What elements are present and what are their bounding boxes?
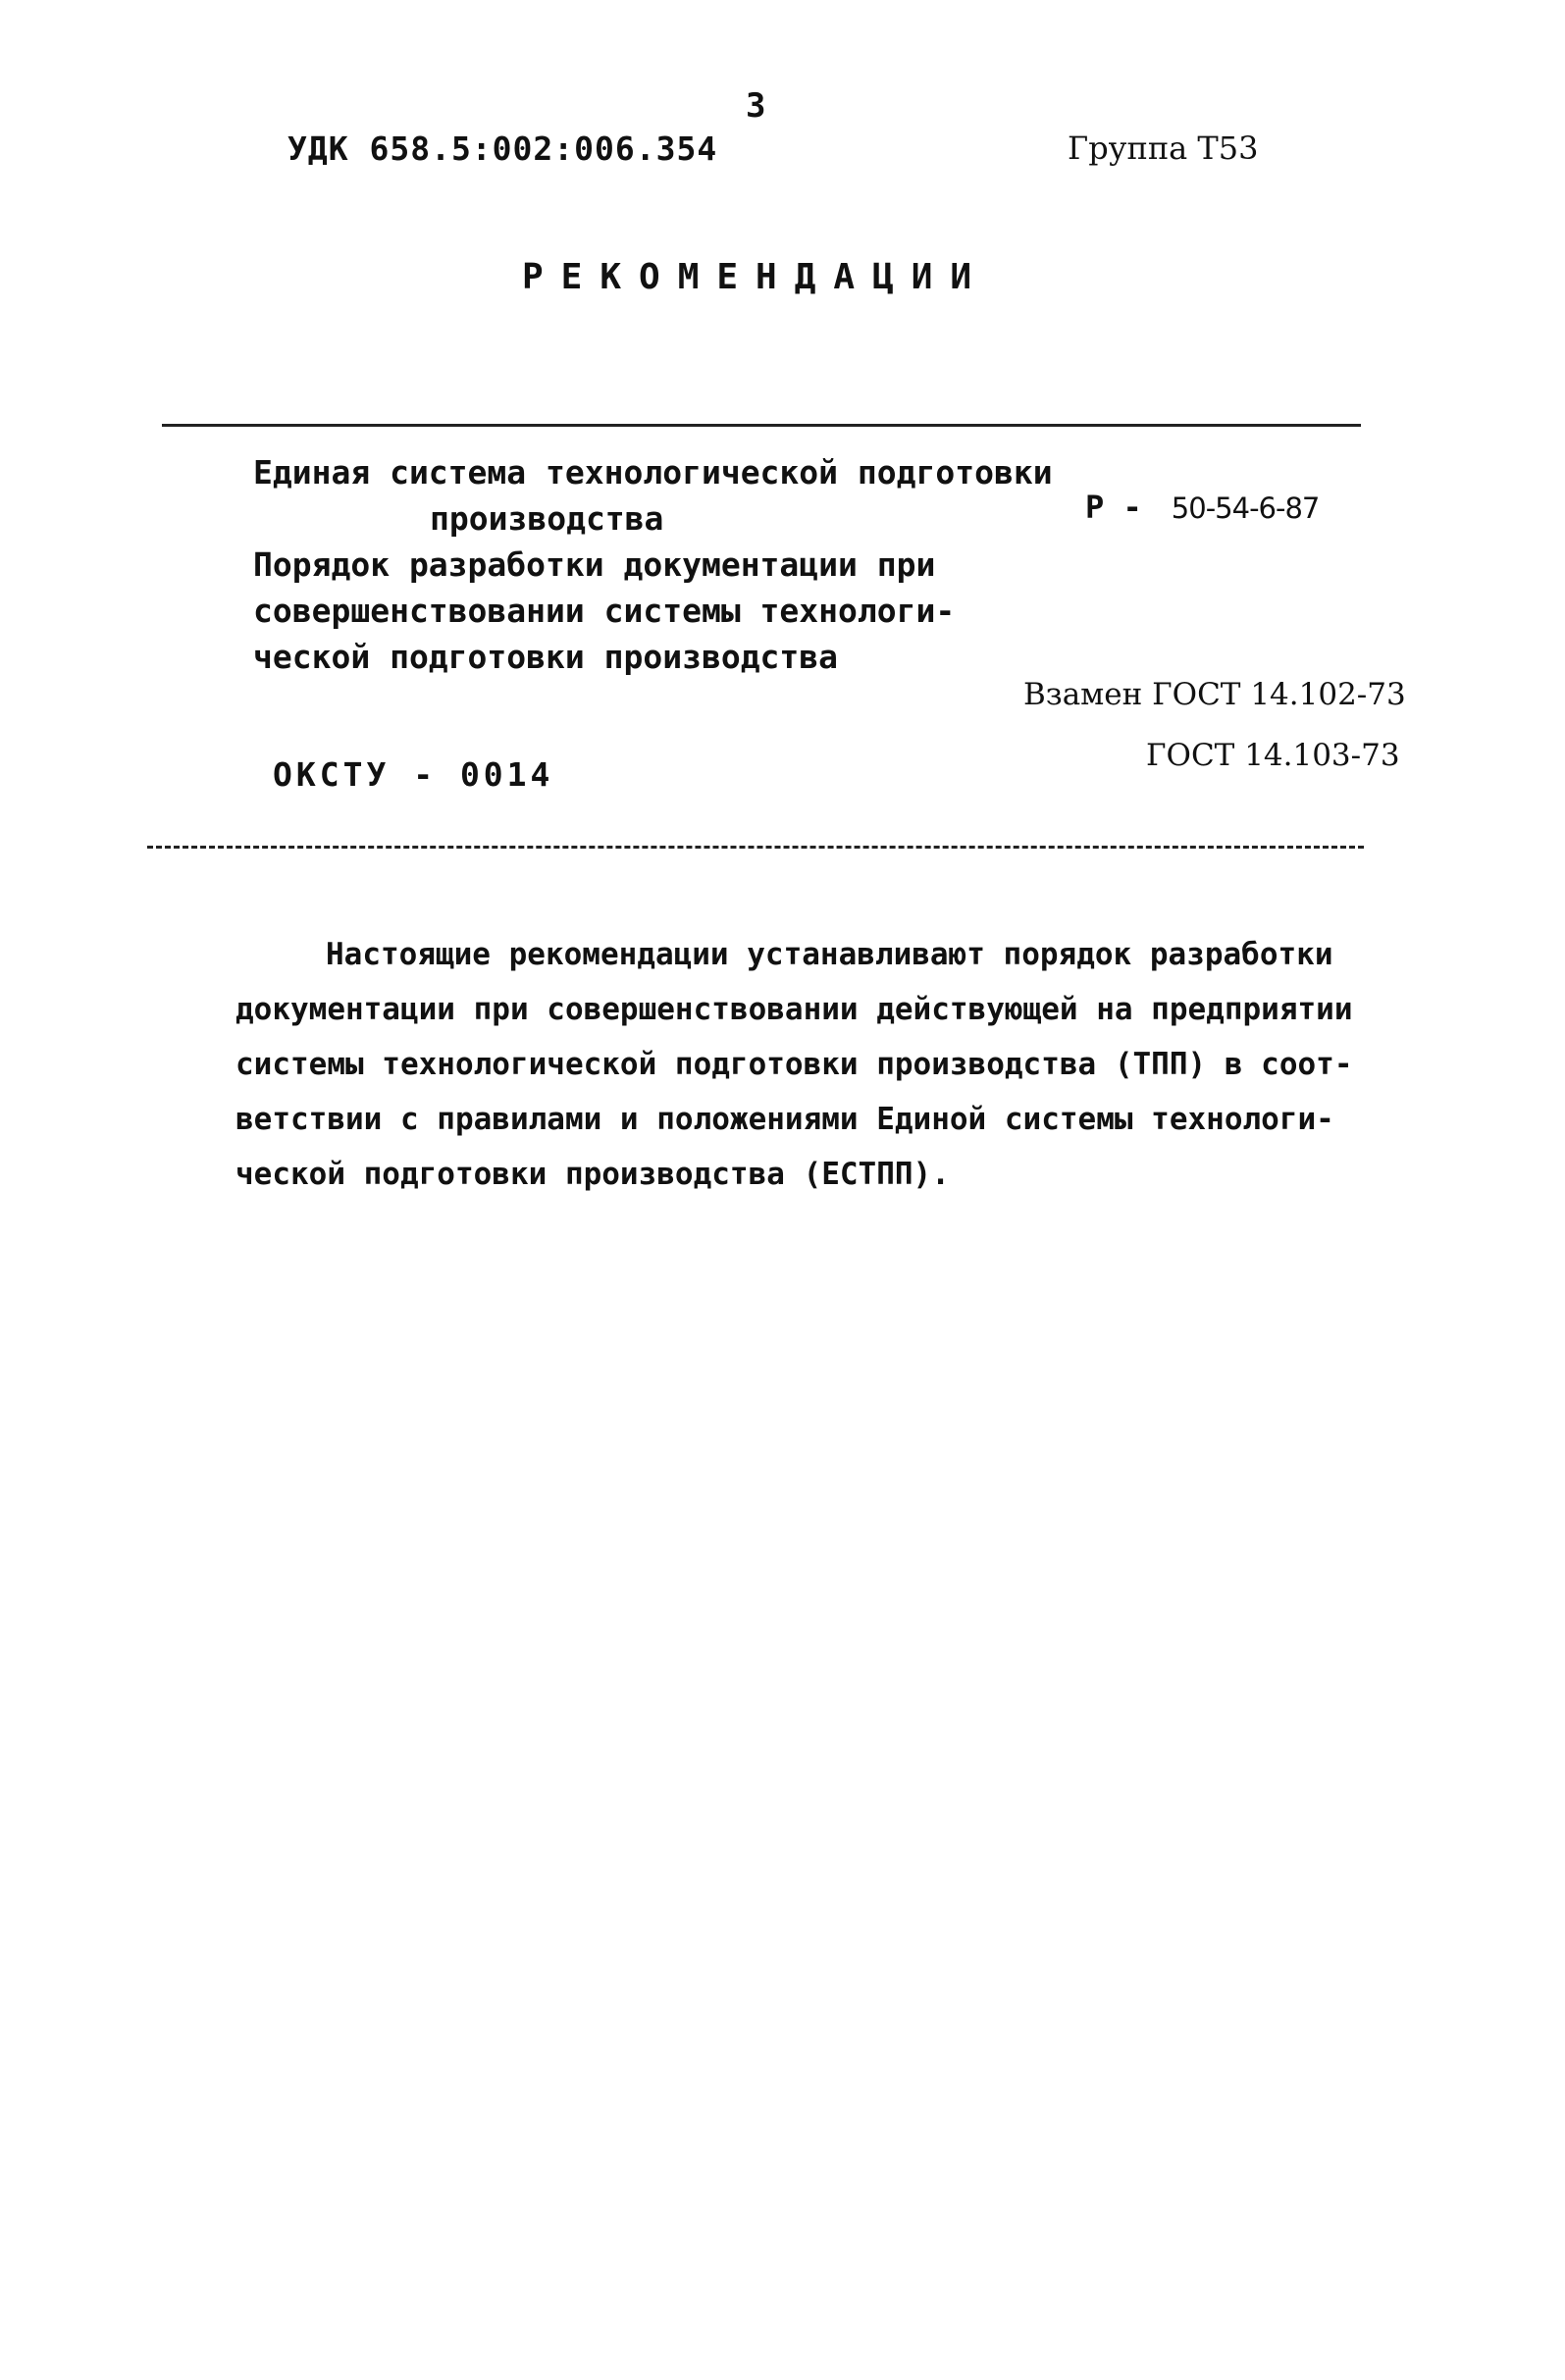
top-divider	[162, 424, 1361, 427]
title-line: ческой подготовки производства	[253, 638, 839, 676]
udk-code: УДК 658.5:002:006.354	[287, 129, 718, 168]
title-line: Единая система технологической подготовки	[253, 453, 1053, 492]
paragraph-line: ветствии с правилами и положениями Единой системы технологи-	[235, 1102, 1334, 1137]
group-code: Группа Т53	[1068, 129, 1259, 167]
designation-code: 50-54-6-87	[1171, 492, 1320, 525]
paragraph-line: ческой подготовки производства (ЕСТПП).	[235, 1157, 950, 1192]
designation-prefix: Р -	[1085, 489, 1142, 526]
replaces-line-2: ГОСТ 14.103-73	[1146, 738, 1400, 773]
paragraph-line: системы технологической подготовки производства (ТПП) в соот-	[235, 1047, 1353, 1082]
title-line: производства	[430, 499, 664, 538]
replaces-line-1: Взамен ГОСТ 14.102-73	[1023, 677, 1406, 712]
document-designation	[1085, 489, 1319, 526]
bottom-divider	[147, 846, 1364, 849]
document-type-heading: РЕКОМЕНДАЦИИ	[522, 257, 990, 297]
paragraph-line: Настоящие рекомендации устанавливают порядок разработки	[326, 937, 1333, 972]
title-line: Порядок разработки документации при	[253, 545, 936, 584]
title-line: совершенствовании системы технологи-	[253, 592, 956, 630]
body-paragraph	[235, 927, 1353, 1202]
oksty-code: ОКСТУ - 0014	[273, 755, 554, 794]
document-title	[253, 449, 1053, 680]
paragraph-line: документации при совершенствовании действующей на предприятии	[235, 992, 1353, 1027]
page-number: 3	[746, 86, 766, 126]
